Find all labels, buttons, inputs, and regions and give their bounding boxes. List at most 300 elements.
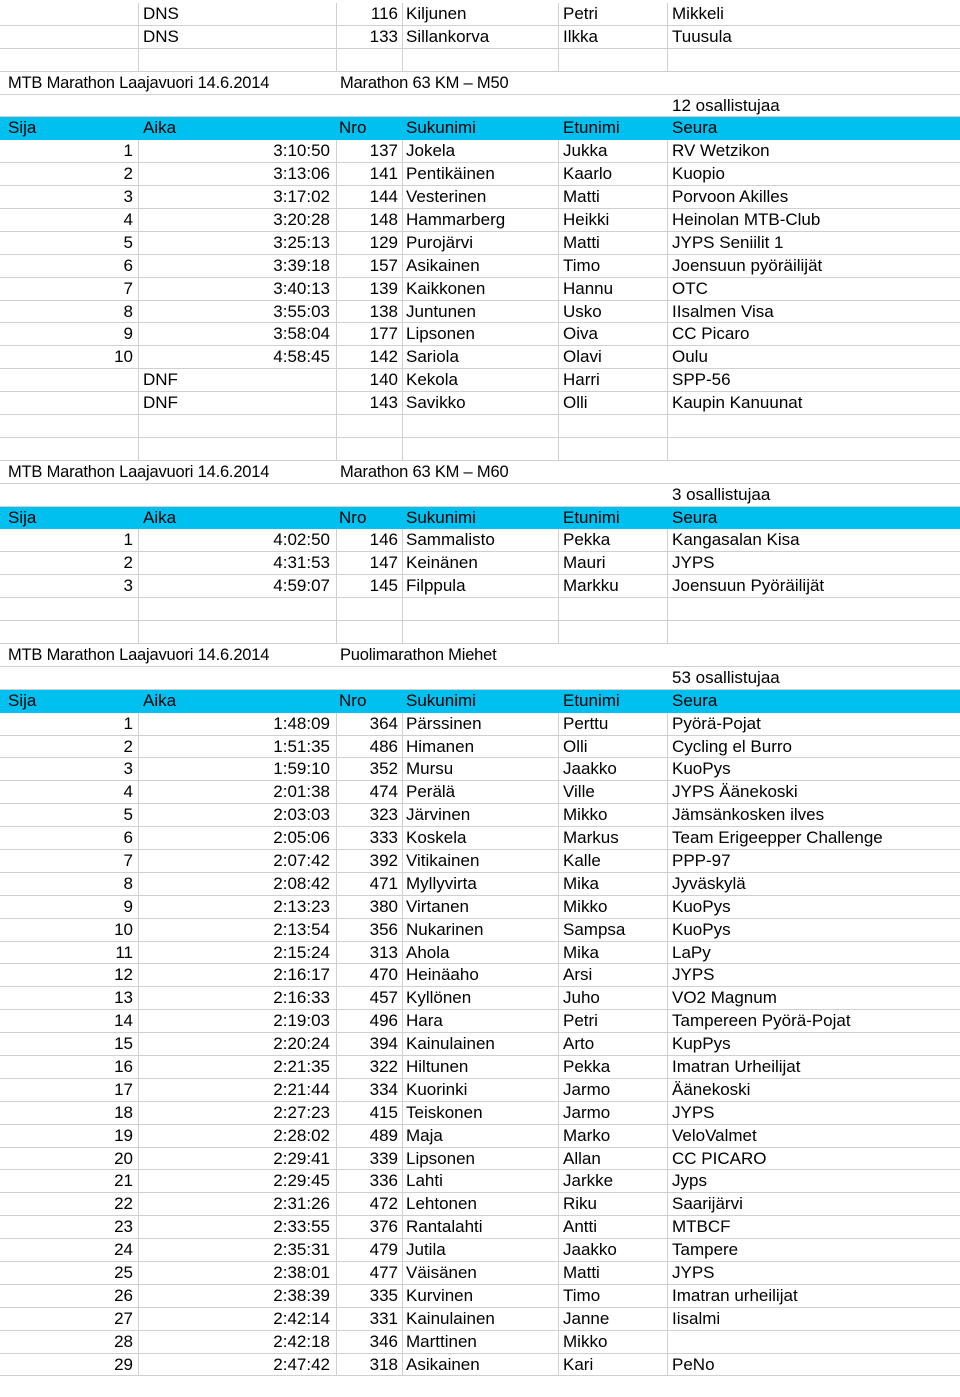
header-nro: Nro [339,118,367,138]
grid-line [558,346,559,369]
grid-line [667,392,668,415]
place-cell: 1 [123,530,133,550]
grid-line [402,873,403,896]
bib-number-cell: 133 [369,26,398,46]
table-row [0,575,960,598]
club-cell: PeNo [672,1354,715,1374]
last-name-cell: Nukarinen [406,919,484,939]
grid-line [402,1056,403,1079]
last-name-cell: Hiltunen [406,1056,469,1076]
grid-line [402,186,403,209]
first-name-cell: Matti [563,187,600,207]
first-name-cell: Matti [563,232,600,252]
grid-line [667,415,668,438]
club-cell: JYPS [672,553,715,573]
bib-number-cell: 415 [369,1102,398,1122]
time-cell: 2:13:23 [273,896,330,916]
time-cell: 2:29:41 [273,1148,330,1168]
club-cell: Porvoon Akilles [672,187,789,207]
club-cell: MTBCF [672,1217,731,1237]
header-aika: Aika [143,690,177,710]
table-row [0,1056,960,1079]
place-cell: 11 [115,942,133,962]
table-row [0,1079,960,1102]
club-cell: RV Wetzikon [672,141,770,161]
place-cell: 15 [114,1034,133,1054]
first-name-cell: Arsi [563,965,593,985]
last-name-cell: Mursu [406,759,454,779]
last-name-cell: Lipsonen [406,1148,476,1168]
grid-line [667,942,668,965]
bib-number-cell: 139 [369,278,398,298]
grid-line [558,873,559,896]
place-cell: 7 [123,278,133,298]
club-cell: KuoPys [672,896,731,916]
grid-line [402,1010,403,1033]
grid-line [558,26,559,49]
grid-line [336,415,337,438]
grid-line [558,1033,559,1056]
table-row [0,919,960,942]
place-cell: 5 [123,805,133,825]
last-name-cell: Savikko [406,393,466,413]
first-name-cell: Jarkke [563,1171,614,1191]
place-cell: 8 [123,301,133,321]
bib-number-cell: 496 [369,1011,398,1031]
grid-line [402,392,403,415]
grid-line [667,987,668,1010]
time-cell: 3:10:50 [273,141,330,161]
first-name-cell: Petri [563,4,598,23]
table-row [0,1148,960,1171]
grid-line [558,1125,559,1148]
grid-line [667,278,668,301]
grid-line [558,942,559,965]
grid-line [667,1033,668,1056]
participant-count-row [0,484,960,507]
last-name-cell: Kuorinki [406,1079,468,1099]
column-header-row [0,690,960,713]
last-name-cell: Perälä [406,782,456,802]
grid-line [558,552,559,575]
time-cell: 2:07:42 [273,850,330,870]
bib-number-cell: 142 [369,347,398,367]
grid-line [402,804,403,827]
last-name-cell: Kurvinen [406,1285,474,1305]
grid-line [402,964,403,987]
grid-line [558,1216,559,1239]
grid-line [558,140,559,163]
grid-line [402,415,403,438]
first-name-cell: Sampsa [563,919,626,939]
grid-line [402,49,403,72]
grid-line [667,919,668,942]
grid-line [402,552,403,575]
results-sheet [0,3,960,1376]
time-cell: 4:31:53 [273,553,330,573]
last-name-cell: Virtanen [406,896,470,916]
grid-line [558,1262,559,1285]
last-name-cell: Lipsonen [406,324,476,344]
last-name-cell: Vitikainen [406,850,480,870]
grid-line [558,369,559,392]
place-cell: 3 [123,759,133,779]
last-name-cell: Lahti [406,1171,443,1191]
club-cell: Tuusula [672,26,732,46]
grid-line [402,598,403,621]
table-row [0,140,960,163]
grid-line [667,713,668,736]
event-title: MTB Marathon Laajavuori 14.6.2014 [8,462,270,481]
last-name-cell: Myllyvirta [406,873,477,893]
time-cell: 2:29:45 [273,1171,330,1191]
time-cell: 2:28:02 [273,1125,330,1145]
first-name-cell: Antti [563,1217,598,1237]
first-name-cell: Timo [563,255,601,275]
table-row [0,942,960,965]
grid-line [402,758,403,781]
grid-line [558,255,559,278]
first-name-cell: Pekka [563,1056,611,1076]
table-row [0,713,960,736]
club-cell: Tampereen Pyörä-Pojat [672,1011,851,1031]
grid-line [667,209,668,232]
bib-number-cell: 322 [369,1056,398,1076]
time-cell [138,3,336,25]
first-name-cell: Olli [563,393,588,413]
first-name-cell: Mikko [563,805,608,825]
grid-line [667,781,668,804]
place-cell: 12 [114,965,133,985]
grid-line [402,1102,403,1125]
grid-line [667,323,668,346]
table-row [0,301,960,324]
last-name-cell: Väisänen [406,1262,477,1282]
grid-line [402,3,403,26]
grid-line [667,598,668,621]
grid-line [558,621,559,644]
grid-line [667,1125,668,1148]
club-cell: Tampere [672,1240,739,1260]
bib-number-cell: 472 [369,1194,398,1214]
table-row [0,804,960,827]
header-sija: Sija [8,507,37,527]
grid-line [558,758,559,781]
first-name-cell: Allan [563,1148,601,1168]
bib-number-cell: 148 [369,210,398,230]
bib-number-cell: 147 [369,553,398,573]
table-row [0,186,960,209]
time-cell: 1:51:35 [273,736,330,756]
grid-line [558,529,559,552]
last-name-cell: Keinänen [406,553,478,573]
club-cell: OTC [672,278,708,298]
grid-line [558,1102,559,1125]
grid-line [402,1033,403,1056]
bib-number-cell: 146 [369,530,398,550]
grid-line [402,713,403,736]
bib-number-cell: 331 [369,1308,398,1328]
table-row [0,896,960,919]
grid-line [667,3,668,26]
club-cell: Joensuun Pyöräilijät [672,576,825,596]
grid-line [558,232,559,255]
place-cell: 7 [123,850,133,870]
first-name-cell: Mikko [563,1331,608,1351]
club-cell: Team Erigeepper Challenge [672,828,883,848]
last-name-cell: Heinäaho [406,965,479,985]
club-cell: IIsalmen Visa [672,301,774,321]
header-sukunimi: Sukunimi [406,118,476,138]
club-cell: Kangasalan Kisa [672,530,800,550]
grid-line [402,942,403,965]
grid-line [558,575,559,598]
club-cell: Jyps [672,1171,707,1191]
first-name-cell: Ville [563,782,595,802]
time-cell: 3:40:13 [273,278,330,298]
place-cell: 1 [123,713,133,733]
table-row [0,163,960,186]
place-cell: 4 [123,782,133,802]
club-cell: JYPS [672,1102,715,1122]
grid-line [558,827,559,850]
bib-number-cell: 489 [369,1125,398,1145]
grid-line [138,621,139,644]
last-name-cell: Pentikäinen [406,164,495,184]
grid-line [667,346,668,369]
table-row [0,26,960,49]
club-cell: Cycling el Burro [672,736,792,756]
bib-number-cell: 116 [370,4,398,23]
grid-line [558,919,559,942]
time-cell [138,26,336,48]
empty-row [0,621,960,644]
bib-number-cell: 334 [369,1079,398,1099]
grid-line [667,873,668,896]
table-row [0,1262,960,1285]
grid-line [558,1354,559,1377]
grid-line [402,1216,403,1239]
bib-number-cell: 141 [369,164,398,184]
last-name-cell: Kyllönen [406,988,472,1008]
last-name-cell: Kaikkonen [406,278,486,298]
first-name-cell: Markus [563,828,619,848]
grid-line [667,850,668,873]
grid-line [667,964,668,987]
place-cell: 17 [114,1079,133,1099]
club-cell: CC Picaro [672,324,750,344]
bib-number-cell: 471 [369,873,398,893]
place-cell: 26 [114,1285,133,1305]
event-title: MTB Marathon Laajavuori 14.6.2014 [8,73,270,92]
section-title-row [0,72,960,95]
bib-number-cell: 392 [369,850,398,870]
first-name-cell: Oiva [563,324,598,344]
time-cell: 2:35:31 [273,1240,330,1260]
grid-line [402,736,403,759]
grid-line [558,1079,559,1102]
place-cell: 27 [114,1308,133,1328]
grid-line [667,621,668,644]
club-cell: Oulu [672,347,708,367]
club-cell: Äänekoski [672,1079,751,1099]
table-row [0,1354,960,1377]
grid-line [667,552,668,575]
grid-line [667,1010,668,1033]
header-etunimi: Etunimi [563,690,620,710]
table-row [0,529,960,552]
place-cell: 9 [123,896,133,916]
grid-line [558,392,559,415]
grid-line [667,186,668,209]
table-row [0,3,960,26]
club-cell: Iisalmi [672,1308,721,1328]
first-name-cell: Mika [563,873,599,893]
place-cell: 19 [114,1125,133,1145]
place-cell: 6 [123,255,133,275]
grid-line [558,896,559,919]
table-row [0,827,960,850]
table-row [0,781,960,804]
place-cell: 28 [114,1331,133,1351]
grid-line [402,896,403,919]
last-name-cell: Asikainen [406,1354,480,1374]
grid-line [402,781,403,804]
grid-line [667,529,668,552]
grid-line [402,1354,403,1377]
grid-line [667,438,668,461]
first-name-cell: Olavi [563,347,602,367]
grid-line [402,1193,403,1216]
last-name-cell: Lehtonen [406,1194,477,1214]
table-row [0,1102,960,1125]
club-cell: Joensuun pyöräilijät [672,255,823,275]
first-name-cell: Kari [563,1354,594,1374]
time-cell: 3:55:03 [273,301,330,321]
class-title: Marathon 63 KM – M50 [340,73,509,92]
grid-line [667,896,668,919]
grid-line [667,1354,668,1377]
last-name-cell: Teiskonen [406,1102,483,1122]
place-cell: 8 [123,873,133,893]
time-cell: 3:39:18 [273,255,330,275]
table-row [0,346,960,369]
time-cell: 3:25:13 [273,232,330,252]
header-etunimi: Etunimi [563,118,620,138]
club-cell: Mikkeli [672,4,724,23]
bib-number-cell: 145 [369,576,398,596]
grid-line [558,3,559,26]
grid-line [402,1079,403,1102]
bib-number-cell: 144 [369,187,398,207]
grid-line [558,209,559,232]
place-cell: DNS [143,4,179,23]
club-cell: Saarijärvi [672,1194,743,1214]
place-cell: 5 [123,232,133,252]
place-cell: 29 [114,1354,133,1374]
table-row [0,323,960,346]
grid-line [558,278,559,301]
club-cell: PPP-97 [672,850,731,870]
first-name-cell: Pekka [563,530,611,550]
time-cell: 2:16:33 [273,988,330,1008]
participant-count: 53 osallistujaa [672,667,780,687]
table-row [0,1239,960,1262]
grid-line [558,1239,559,1262]
grid-line [667,1056,668,1079]
place-cell: 21 [114,1171,133,1191]
place-cell: 10 [114,347,133,367]
bib-number-cell: 479 [369,1240,398,1260]
grid-line [667,255,668,278]
time-cell: 4:58:45 [273,347,330,367]
bib-number-cell: 486 [369,736,398,756]
grid-line [558,598,559,621]
grid-line [402,369,403,392]
grid-line [402,827,403,850]
time-cell: 2:15:24 [273,942,330,962]
grid-line [558,987,559,1010]
header-sukunimi: Sukunimi [406,690,476,710]
time-cell: 3:13:06 [273,164,330,184]
header-seura: Seura [672,690,718,710]
grid-line [558,49,559,72]
table-row [0,1285,960,1308]
place-cell: DNF [143,393,178,413]
first-name-cell: Heikki [563,210,610,230]
grid-line [667,804,668,827]
time-cell: 2:16:17 [273,965,330,985]
header-seura: Seura [672,118,718,138]
time-cell: 2:21:44 [273,1079,330,1099]
bib-number-cell: 143 [369,393,398,413]
grid-line [667,1285,668,1308]
grid-line [667,1239,668,1262]
grid-line [138,415,139,438]
grid-line [558,850,559,873]
grid-line [558,1010,559,1033]
time-cell: 2:03:03 [273,805,330,825]
first-name-cell: Riku [563,1194,598,1214]
section-title-row [0,461,960,484]
place-cell: 25 [114,1262,133,1282]
last-name-cell: Kainulainen [406,1034,495,1054]
time-cell: 2:08:42 [273,873,330,893]
first-name-cell: Perttu [563,713,609,733]
grid-line [667,736,668,759]
table-row [0,1170,960,1193]
header-nro: Nro [339,690,367,710]
bib-number-cell: 318 [369,1354,398,1374]
place-cell: 2 [123,164,133,184]
last-name-cell: Koskela [406,828,467,848]
grid-line [402,529,403,552]
first-name-cell: Mikko [563,896,608,916]
grid-line [138,598,139,621]
grid-line [558,1056,559,1079]
table-row [0,1033,960,1056]
grid-line [667,301,668,324]
bib-number-cell: 157 [369,255,398,275]
club-cell: Kaupin Kanuunat [672,393,803,413]
event-title: MTB Marathon Laajavuori 14.6.2014 [8,645,270,664]
grid-line [402,1331,403,1354]
grid-line [138,438,139,461]
club-cell: LaPy [672,942,711,962]
grid-line [667,827,668,850]
time-cell: 2:13:54 [273,919,330,939]
time-cell: 2:31:26 [273,1194,330,1214]
